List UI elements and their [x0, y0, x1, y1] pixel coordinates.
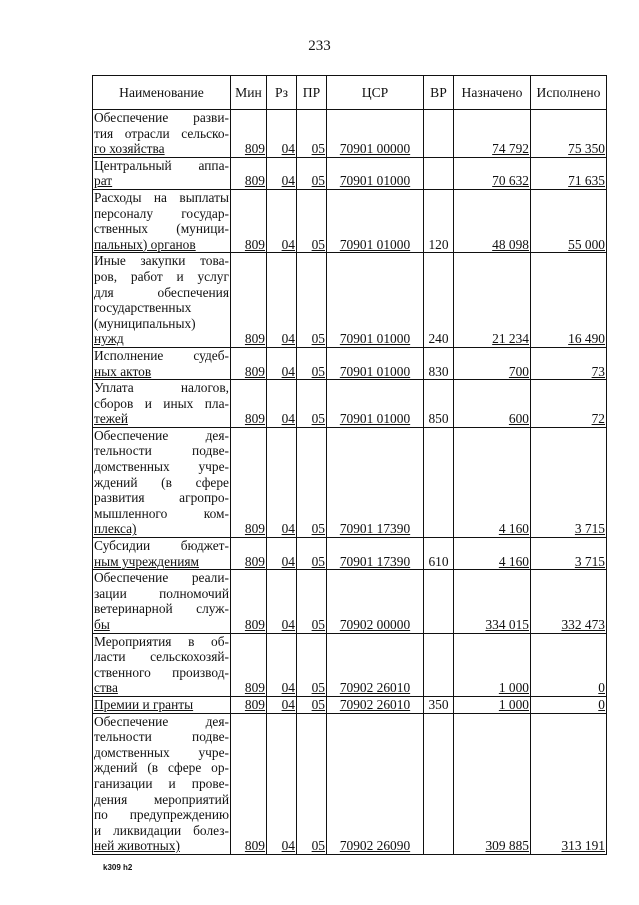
vr-cell	[424, 110, 454, 158]
vr-cell: 350	[424, 696, 454, 713]
name-line: Обеспечение разви-	[94, 110, 229, 125]
table-row	[93, 157, 607, 189]
name-cell	[93, 380, 231, 428]
name-line: нужд	[94, 331, 124, 347]
name-line: зации полномочий	[94, 585, 229, 601]
name-line: домственных учре-	[94, 459, 229, 475]
assigned-cell: 4 160	[454, 427, 531, 537]
csr-cell: 70901 01000	[327, 347, 424, 379]
assigned-cell: 70 632	[454, 157, 531, 189]
budget-table	[92, 75, 607, 855]
min-cell: 809	[231, 538, 267, 570]
csr-cell: 70902 26010	[327, 696, 424, 713]
name-line: ласти сельскохозяй-	[94, 649, 229, 665]
pr-cell: 05	[297, 713, 327, 854]
name-cell	[93, 570, 231, 633]
name-cell	[93, 713, 231, 854]
vr-cell	[424, 633, 454, 696]
table-row	[93, 713, 607, 854]
csr-cell: 70901 17390	[327, 538, 424, 570]
name-cell	[93, 538, 231, 570]
rz-cell: 04	[267, 713, 297, 854]
footer-code: k309 h2	[103, 863, 133, 872]
header-name: Наименование	[93, 76, 231, 110]
rz-cell: 04	[267, 110, 297, 158]
min-cell: 809	[231, 189, 267, 252]
name-line: ным учреждениям	[94, 553, 200, 569]
min-cell: 809	[231, 157, 267, 189]
executed-cell: 16 490	[531, 253, 607, 348]
table-row	[93, 189, 607, 252]
pr-cell: 05	[297, 538, 327, 570]
name-cell	[93, 633, 231, 696]
vr-cell: 240	[424, 253, 454, 348]
pr-cell: 05	[297, 427, 327, 537]
csr-cell: 70902 00000	[327, 570, 424, 633]
assigned-cell: 4 160	[454, 538, 531, 570]
name-cell	[93, 253, 231, 348]
table-row	[93, 570, 607, 633]
name-line: по предупреждению	[94, 807, 229, 823]
assigned-cell: 1 000	[454, 696, 531, 713]
name-line: Иные закупки това-	[94, 253, 229, 269]
name-line: рат	[94, 173, 113, 189]
assigned-cell: 334 015	[454, 570, 531, 633]
table-row	[93, 538, 607, 570]
name-cell	[93, 157, 231, 189]
min-cell: 809	[231, 696, 267, 713]
executed-cell: 0	[531, 696, 607, 713]
name-line: Обеспечение дея-	[94, 427, 229, 443]
name-cell	[93, 347, 231, 379]
vr-cell: 850	[424, 380, 454, 428]
name-line: Исполнение судеб-	[94, 347, 229, 363]
pr-cell: 05	[297, 157, 327, 189]
rz-cell: 04	[267, 427, 297, 537]
csr-cell: 70901 01000	[327, 380, 424, 428]
min-cell: 809	[231, 427, 267, 537]
table-row	[93, 696, 607, 713]
pr-cell: 05	[297, 189, 327, 252]
vr-cell	[424, 570, 454, 633]
executed-cell: 72	[531, 380, 607, 428]
min-cell: 809	[231, 713, 267, 854]
name-line: для обеспечения	[94, 284, 229, 300]
name-line: Уплата налогов,	[94, 380, 229, 396]
vr-cell: 830	[424, 347, 454, 379]
name-line: Субсидии бюджет-	[94, 538, 229, 554]
name-line: плекса)	[94, 521, 137, 537]
executed-cell: 3 715	[531, 427, 607, 537]
name-line: тельности подве-	[94, 443, 229, 459]
pr-cell: 05	[297, 110, 327, 158]
name-line: бы	[94, 617, 110, 632]
table-row	[93, 110, 607, 158]
name-line: Расходы на выплаты	[94, 189, 229, 205]
name-line: ганизации и прове-	[94, 775, 229, 791]
assigned-cell: 1 000	[454, 633, 531, 696]
min-cell: 809	[231, 110, 267, 158]
rz-cell: 04	[267, 633, 297, 696]
name-line: го хозяйства	[94, 141, 165, 157]
executed-cell: 313 191	[531, 713, 607, 854]
name-cell	[93, 189, 231, 252]
pr-cell: 05	[297, 570, 327, 633]
name-line: Обеспечение реали-	[94, 570, 229, 586]
executed-cell: 75 350	[531, 110, 607, 158]
table-body	[93, 110, 607, 855]
pr-cell: 05	[297, 347, 327, 379]
name-line: ственных (муници-	[94, 221, 229, 237]
name-line: ней животных)	[94, 838, 180, 854]
csr-cell: 70901 17390	[327, 427, 424, 537]
name-line: персоналу государ-	[94, 205, 229, 221]
executed-cell: 3 715	[531, 538, 607, 570]
name-line: развития агропро-	[94, 490, 229, 506]
table-row	[93, 380, 607, 428]
rz-cell: 04	[267, 696, 297, 713]
vr-cell	[424, 157, 454, 189]
assigned-cell: 309 885	[454, 713, 531, 854]
table-row	[93, 347, 607, 379]
min-cell: 809	[231, 347, 267, 379]
pr-cell: 05	[297, 633, 327, 696]
name-line: Мероприятия в об-	[94, 633, 229, 649]
header-executed: Исполнено	[531, 76, 607, 110]
header-assigned: Назначено	[454, 76, 531, 110]
name-line: дения мероприятий	[94, 791, 229, 807]
min-cell: 809	[231, 253, 267, 348]
min-cell: 809	[231, 380, 267, 428]
name-line: ждений (в сфере	[94, 474, 229, 490]
header-rz: Рз	[267, 76, 297, 110]
csr-cell: 70901 01000	[327, 189, 424, 252]
executed-cell: 0	[531, 633, 607, 696]
pr-cell: 05	[297, 696, 327, 713]
header-min: Мин	[231, 76, 267, 110]
vr-cell: 120	[424, 189, 454, 252]
csr-cell: 70901 01000	[327, 157, 424, 189]
vr-cell	[424, 427, 454, 537]
vr-cell: 610	[424, 538, 454, 570]
executed-cell: 73	[531, 347, 607, 379]
table-row	[93, 633, 607, 696]
rz-cell: 04	[267, 157, 297, 189]
header-pr: ПР	[297, 76, 327, 110]
name-line: ства	[94, 680, 118, 696]
rz-cell: 04	[267, 347, 297, 379]
header-csr: ЦСР	[327, 76, 424, 110]
rz-cell: 04	[267, 570, 297, 633]
name-line: пальных) органов	[94, 236, 196, 252]
name-line: ных актов	[94, 363, 152, 379]
pr-cell: 05	[297, 380, 327, 428]
pr-cell: 05	[297, 253, 327, 348]
name-line: Центральный аппа-	[94, 157, 229, 173]
rz-cell: 04	[267, 380, 297, 428]
assigned-cell: 600	[454, 380, 531, 428]
name-line: государственных	[94, 300, 192, 316]
executed-cell: 332 473	[531, 570, 607, 633]
name-line: тельности подве-	[94, 729, 229, 745]
name-line: ждений (в сфере ор-	[94, 760, 229, 776]
name-line: тежей	[94, 411, 128, 427]
min-cell: 809	[231, 570, 267, 633]
assigned-cell: 21 234	[454, 253, 531, 348]
name-line: ров, работ и услуг	[94, 268, 229, 284]
assigned-cell: 700	[454, 347, 531, 379]
csr-cell: 70901 00000	[327, 110, 424, 158]
table-header-row	[93, 76, 607, 110]
csr-cell: 70902 26010	[327, 633, 424, 696]
rz-cell: 04	[267, 189, 297, 252]
rz-cell: 04	[267, 253, 297, 348]
name-cell	[93, 696, 231, 713]
name-line: мышленного ком-	[94, 505, 229, 521]
name-line: сборов и иных пла-	[94, 395, 229, 411]
executed-cell: 55 000	[531, 189, 607, 252]
page-number: 233	[308, 38, 331, 54]
name-line: и ликвидации болез-	[94, 822, 229, 838]
executed-cell: 71 635	[531, 157, 607, 189]
name-line: Премии и гранты	[94, 696, 194, 712]
vr-cell	[424, 713, 454, 854]
assigned-cell: 48 098	[454, 189, 531, 252]
name-line: домственных учре-	[94, 744, 229, 760]
rz-cell: 04	[267, 538, 297, 570]
name-cell	[93, 427, 231, 537]
csr-cell: 70902 26090	[327, 713, 424, 854]
header-vr: ВР	[424, 76, 454, 110]
name-cell	[93, 110, 231, 158]
table-row	[93, 253, 607, 348]
name-line: (муниципальных)	[94, 315, 196, 331]
name-line: Обеспечение дея-	[94, 713, 229, 729]
name-line: тия отрасли сельско-	[94, 125, 229, 141]
table-row	[93, 427, 607, 537]
name-line: ветеринарной служ-	[94, 601, 229, 617]
assigned-cell: 74 792	[454, 110, 531, 158]
name-line: ственного производ-	[94, 664, 229, 680]
csr-cell: 70901 01000	[327, 253, 424, 348]
min-cell: 809	[231, 633, 267, 696]
